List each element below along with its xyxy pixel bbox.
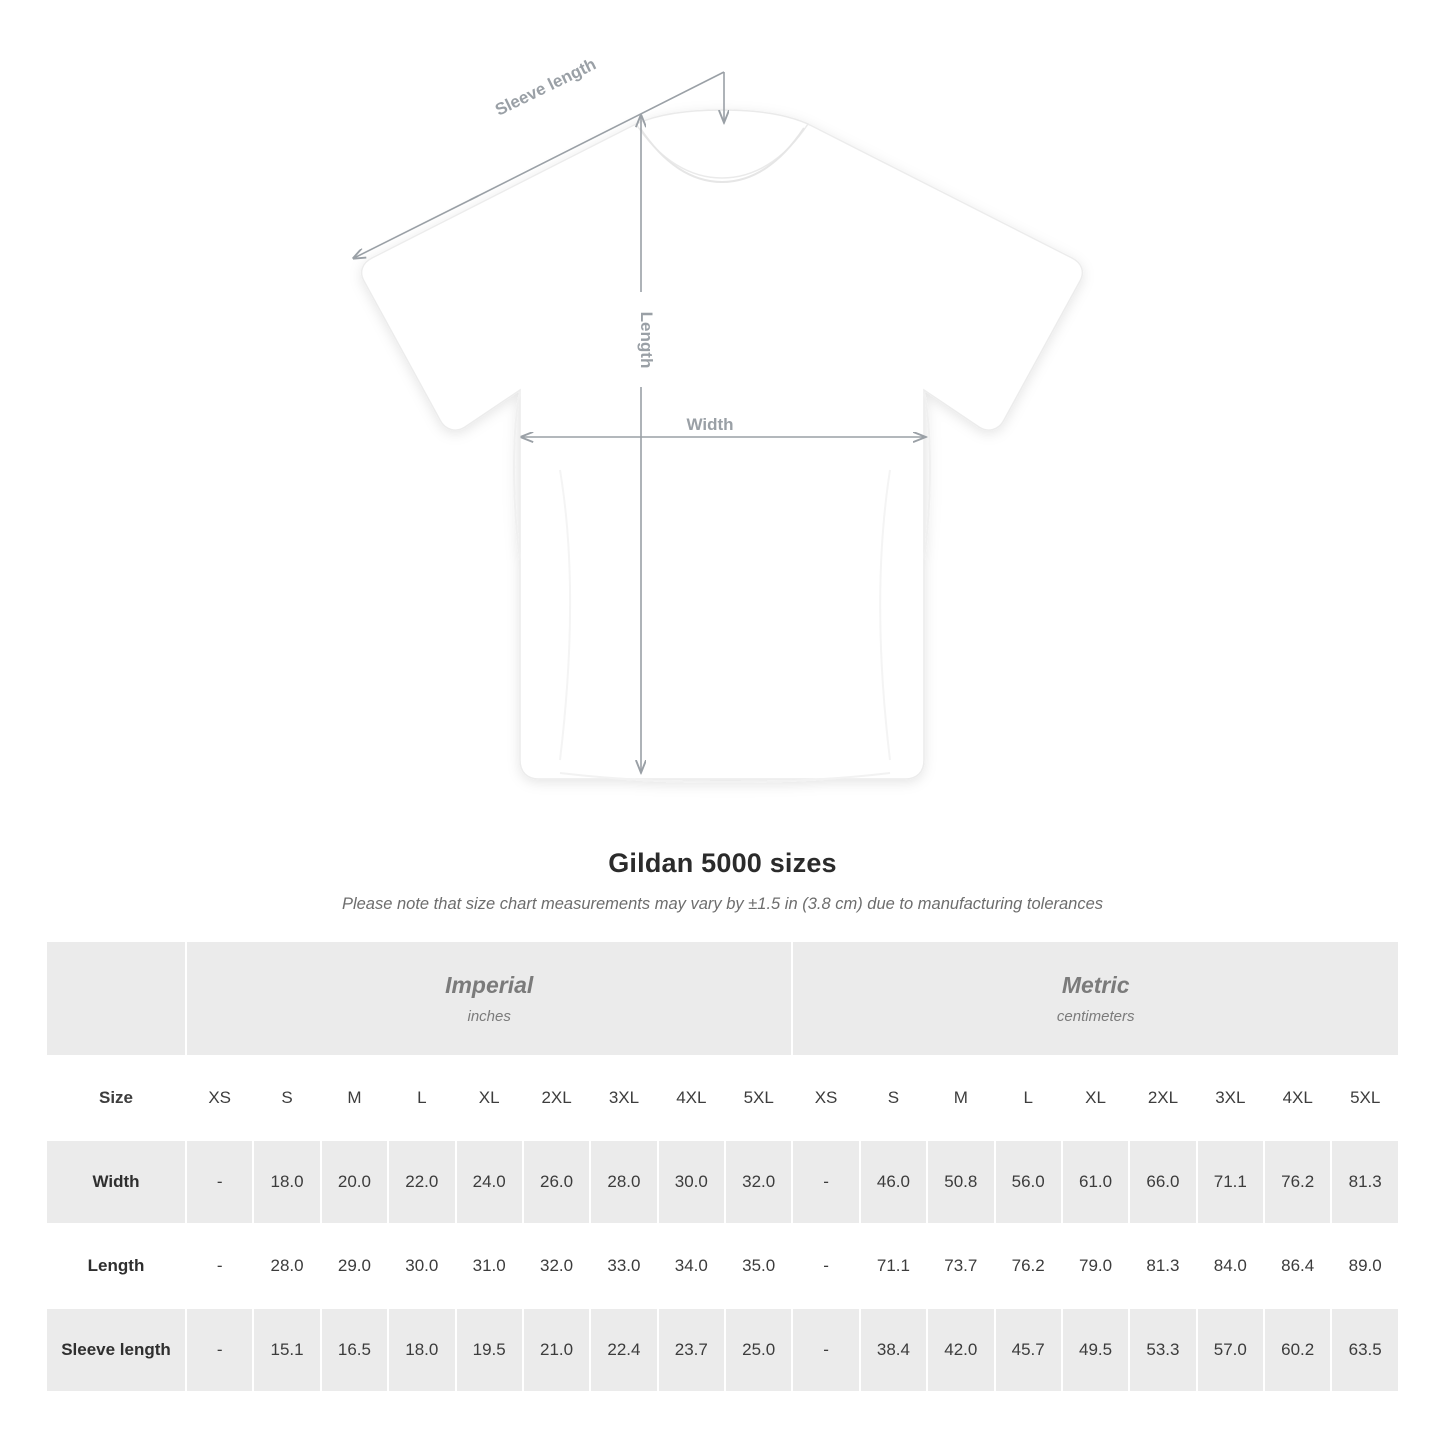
size-header-metric-m: M <box>927 1056 994 1140</box>
unit-header-metric <box>792 941 1399 1056</box>
cell-width-metric-5xl: 81.3 <box>1331 1140 1399 1224</box>
size-header-label: Size <box>46 1056 186 1140</box>
size-table <box>45 940 1400 1393</box>
cell-sleeve-metric-xs: - <box>792 1308 859 1392</box>
cell-sleeve-imperial-m: 16.5 <box>321 1308 388 1392</box>
page-title: Gildan 5000 sizes <box>608 848 837 878</box>
cell-width-imperial-xs: - <box>186 1140 253 1224</box>
cell-width-imperial-m: 20.0 <box>321 1140 388 1224</box>
length-label: Length <box>637 311 656 369</box>
cell-width-imperial-2xl: 26.0 <box>523 1140 590 1224</box>
size-header-imperial-l: L <box>388 1056 455 1140</box>
title-block <box>0 848 1445 914</box>
metric-sub: centimeters <box>1056 1008 1135 1025</box>
cell-width-metric-m: 50.8 <box>927 1140 994 1224</box>
cell-width-metric-xl: 61.0 <box>1062 1140 1129 1224</box>
cell-sleeve-imperial-2xl: 21.0 <box>523 1308 590 1392</box>
cell-width-metric-2xl: 66.0 <box>1129 1140 1196 1224</box>
cell-width-imperial-4xl: 30.0 <box>658 1140 725 1224</box>
table-row <box>46 1308 1399 1392</box>
size-header-row <box>46 1056 1399 1140</box>
table-row <box>46 1140 1399 1224</box>
cell-width-imperial-xl: 24.0 <box>456 1140 523 1224</box>
size-header-imperial-4xl: 4XL <box>658 1056 725 1140</box>
cell-sleeve-metric-l: 45.7 <box>995 1308 1062 1392</box>
cell-length-metric-2xl: 81.3 <box>1129 1224 1196 1308</box>
size-table-wrapper <box>45 940 1400 1393</box>
cell-length-imperial-xl: 31.0 <box>456 1224 523 1308</box>
cell-width-metric-4xl: 76.2 <box>1264 1140 1331 1224</box>
cell-sleeve-metric-5xl: 63.5 <box>1331 1308 1399 1392</box>
cell-length-imperial-s: 28.0 <box>253 1224 320 1308</box>
cell-length-metric-s: 71.1 <box>860 1224 927 1308</box>
cell-sleeve-imperial-xl: 19.5 <box>456 1308 523 1392</box>
row-label-sleeve-length: Sleeve length <box>46 1308 186 1392</box>
cell-width-imperial-s: 18.0 <box>253 1140 320 1224</box>
cell-length-metric-l: 76.2 <box>995 1224 1062 1308</box>
tshirt-shape <box>362 110 1083 782</box>
sleeve-length-label: Sleeve length <box>492 54 600 120</box>
size-header-imperial-2xl: 2XL <box>523 1056 590 1140</box>
cell-width-metric-l: 56.0 <box>995 1140 1062 1224</box>
cell-length-imperial-2xl: 32.0 <box>523 1224 590 1308</box>
cell-sleeve-metric-4xl: 60.2 <box>1264 1308 1331 1392</box>
size-header-imperial-xs: XS <box>186 1056 253 1140</box>
cell-length-metric-m: 73.7 <box>927 1224 994 1308</box>
cell-sleeve-metric-m: 42.0 <box>927 1308 994 1392</box>
metric-name: Metric <box>1061 972 1130 998</box>
cell-sleeve-metric-s: 38.4 <box>860 1308 927 1392</box>
cell-width-imperial-5xl: 32.0 <box>725 1140 792 1224</box>
cell-length-imperial-4xl: 34.0 <box>658 1224 725 1308</box>
size-header-metric-3xl: 3XL <box>1197 1056 1264 1140</box>
cell-length-imperial-xs: - <box>186 1224 253 1308</box>
cell-length-imperial-l: 30.0 <box>388 1224 455 1308</box>
size-header-imperial-xl: XL <box>456 1056 523 1140</box>
cell-length-metric-4xl: 86.4 <box>1264 1224 1331 1308</box>
cell-sleeve-imperial-4xl: 23.7 <box>658 1308 725 1392</box>
size-header-imperial-m: M <box>321 1056 388 1140</box>
cell-sleeve-imperial-3xl: 22.4 <box>590 1308 657 1392</box>
size-header-imperial-5xl: 5XL <box>725 1056 792 1140</box>
cell-length-imperial-3xl: 33.0 <box>590 1224 657 1308</box>
row-label-length: Length <box>46 1224 186 1308</box>
cell-length-metric-xl: 79.0 <box>1062 1224 1129 1308</box>
cell-sleeve-imperial-5xl: 25.0 <box>725 1308 792 1392</box>
row-label-width: Width <box>46 1140 186 1224</box>
size-header-metric-l: L <box>995 1056 1062 1140</box>
size-header-metric-xl: XL <box>1062 1056 1129 1140</box>
cell-length-imperial-m: 29.0 <box>321 1224 388 1308</box>
size-header-metric-4xl: 4XL <box>1264 1056 1331 1140</box>
cell-width-metric-3xl: 71.1 <box>1197 1140 1264 1224</box>
size-header-imperial-3xl: 3XL <box>590 1056 657 1140</box>
cell-width-metric-xs: - <box>792 1140 859 1224</box>
table-corner-cell <box>46 941 186 1056</box>
cell-sleeve-imperial-s: 15.1 <box>253 1308 320 1392</box>
cell-sleeve-metric-xl: 49.5 <box>1062 1308 1129 1392</box>
cell-length-metric-3xl: 84.0 <box>1197 1224 1264 1308</box>
imperial-name: Imperial <box>445 972 534 998</box>
cell-width-imperial-l: 22.0 <box>388 1140 455 1224</box>
size-header-imperial-s: S <box>253 1056 320 1140</box>
cell-sleeve-imperial-l: 18.0 <box>388 1308 455 1392</box>
cell-sleeve-metric-3xl: 57.0 <box>1197 1308 1264 1392</box>
unit-header-imperial <box>186 941 792 1056</box>
imperial-sub: inches <box>467 1008 511 1025</box>
cell-width-imperial-3xl: 28.0 <box>590 1140 657 1224</box>
cell-sleeve-metric-2xl: 53.3 <box>1129 1308 1196 1392</box>
cell-sleeve-imperial-xs: - <box>186 1308 253 1392</box>
cell-length-metric-xs: - <box>792 1224 859 1308</box>
cell-length-imperial-5xl: 35.0 <box>725 1224 792 1308</box>
size-header-metric-2xl: 2XL <box>1129 1056 1196 1140</box>
tolerance-note: Please note that size chart measurements may vary by ±1.5 in (3.8 cm) due to manufacturing tolerances <box>341 895 1104 913</box>
table-row <box>46 1224 1399 1308</box>
size-header-metric-s: S <box>860 1056 927 1140</box>
width-label: Width <box>686 415 734 434</box>
cell-length-metric-5xl: 89.0 <box>1331 1224 1399 1308</box>
size-header-metric-5xl: 5XL <box>1331 1056 1399 1140</box>
cell-width-metric-s: 46.0 <box>860 1140 927 1224</box>
unit-header-row <box>46 941 1399 1056</box>
size-header-metric-xs: XS <box>792 1056 859 1140</box>
